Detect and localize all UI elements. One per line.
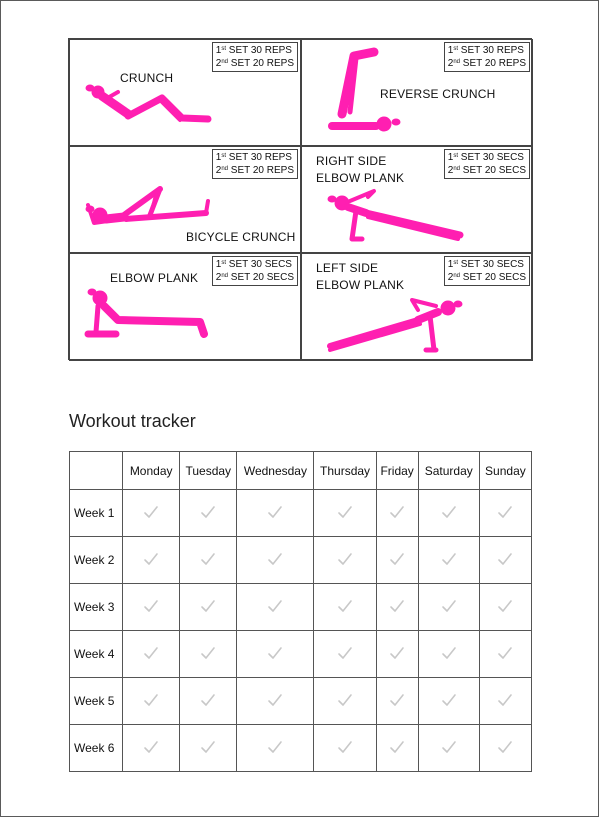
set-1: 1st SET 30 SECS: [215, 259, 292, 270]
set-1: 1st SET 30 REPS: [215, 152, 292, 163]
exercise-name: BICYCLE CRUNCH: [186, 230, 296, 244]
day-header: Friday: [376, 452, 418, 490]
day-check-cell[interactable]: [314, 490, 376, 537]
day-header: Saturday: [418, 452, 479, 490]
day-check-cell[interactable]: [237, 678, 314, 725]
week-row: [70, 631, 532, 678]
checkmark-icon: [441, 504, 457, 520]
day-check-cell[interactable]: [180, 678, 237, 725]
day-check-cell[interactable]: [237, 490, 314, 537]
exercise-name: LEFT SIDE ELBOW PLANK: [316, 261, 405, 292]
exercise-bicycle-crunch: [69, 146, 301, 253]
week-label: Week 2: [70, 537, 123, 584]
exercise-crunch: [69, 39, 301, 146]
week-label: Week 4: [70, 631, 123, 678]
checkmark-icon: [441, 551, 457, 567]
exercise-name: REVERSE CRUNCH: [380, 87, 496, 101]
set-1: 1st SET 30 SECS: [447, 259, 524, 270]
exercise-reverse-crunch: [301, 39, 533, 146]
day-check-cell[interactable]: [418, 537, 479, 584]
checkmark-icon: [200, 598, 216, 614]
week-label: Week 1: [70, 490, 123, 537]
sets-box: [444, 149, 530, 179]
day-check-cell[interactable]: [123, 725, 180, 772]
checkmark-icon: [200, 645, 216, 661]
checkmark-icon: [267, 692, 283, 708]
tracker-title: Workout tracker: [69, 411, 196, 431]
checkmark-icon: [143, 504, 159, 520]
checkmark-icon: [267, 504, 283, 520]
set-2: 2nd SET 20 REPS: [215, 165, 294, 176]
sets-box: [444, 256, 530, 286]
week-row: [70, 678, 532, 725]
checkmark-icon: [497, 551, 513, 567]
sets-box: [212, 256, 298, 286]
corner-cell: [70, 452, 123, 490]
checkmark-icon: [389, 692, 405, 708]
checkmark-icon: [143, 551, 159, 567]
day-check-cell[interactable]: [376, 631, 418, 678]
checkmark-icon: [389, 504, 405, 520]
day-check-cell[interactable]: [376, 725, 418, 772]
day-check-cell[interactable]: [123, 537, 180, 584]
checkmark-icon: [267, 739, 283, 755]
header-row: [70, 452, 532, 490]
set-2: 2nd SET 20 SECS: [447, 272, 526, 283]
day-check-cell[interactable]: [479, 537, 531, 584]
checkmark-icon: [337, 645, 353, 661]
checkmark-icon: [267, 551, 283, 567]
checkmark-icon: [441, 739, 457, 755]
set-1: 1st SET 30 REPS: [447, 45, 524, 56]
day-check-cell[interactable]: [123, 678, 180, 725]
day-check-cell[interactable]: [180, 584, 237, 631]
day-check-cell[interactable]: [123, 631, 180, 678]
checkmark-icon: [267, 645, 283, 661]
week-row: [70, 537, 532, 584]
day-check-cell[interactable]: [479, 584, 531, 631]
day-check-cell[interactable]: [479, 725, 531, 772]
checkmark-icon: [441, 645, 457, 661]
checkmark-icon: [200, 551, 216, 567]
day-check-cell[interactable]: [418, 725, 479, 772]
exercise-right-side-elbow-plank: [301, 146, 533, 253]
day-check-cell[interactable]: [376, 537, 418, 584]
checkmark-icon: [200, 504, 216, 520]
checkmark-icon: [389, 598, 405, 614]
checkmark-icon: [441, 598, 457, 614]
day-header: Monday: [123, 452, 180, 490]
day-header: Sunday: [479, 452, 531, 490]
day-check-cell[interactable]: [376, 490, 418, 537]
checkmark-icon: [441, 692, 457, 708]
checkmark-icon: [337, 504, 353, 520]
week-row: [70, 725, 532, 772]
day-check-cell[interactable]: [314, 631, 376, 678]
exercise-name: CRUNCH: [120, 71, 174, 85]
checkmark-icon: [337, 692, 353, 708]
checkmark-icon: [497, 739, 513, 755]
day-check-cell[interactable]: [479, 678, 531, 725]
checkmark-icon: [143, 739, 159, 755]
week-row: [70, 490, 532, 537]
day-check-cell[interactable]: [418, 584, 479, 631]
checkmark-icon: [337, 551, 353, 567]
day-check-cell[interactable]: [180, 631, 237, 678]
day-check-cell[interactable]: [237, 584, 314, 631]
checkmark-icon: [143, 692, 159, 708]
day-check-cell[interactable]: [314, 537, 376, 584]
exercise-name: RIGHT SIDE ELBOW PLANK: [316, 154, 405, 185]
day-check-cell[interactable]: [418, 490, 479, 537]
day-check-cell[interactable]: [376, 678, 418, 725]
day-check-cell[interactable]: [418, 631, 479, 678]
checkmark-icon: [389, 645, 405, 661]
set-2: 2nd SET 20 REPS: [215, 58, 294, 69]
exercise-left-side-elbow-plank: [301, 253, 533, 361]
checkmark-icon: [200, 692, 216, 708]
day-check-cell[interactable]: [479, 490, 531, 537]
checkmark-icon: [143, 645, 159, 661]
week-label: Week 5: [70, 678, 123, 725]
checkmark-icon: [337, 739, 353, 755]
day-check-cell[interactable]: [180, 725, 237, 772]
day-check-cell[interactable]: [479, 631, 531, 678]
day-check-cell[interactable]: [314, 678, 376, 725]
checkmark-icon: [143, 598, 159, 614]
exercise-elbow-plank: [69, 253, 301, 361]
day-check-cell[interactable]: [237, 631, 314, 678]
exercise-name: ELBOW PLANK: [110, 271, 199, 285]
set-1: 1st SET 30 SECS: [447, 152, 524, 163]
sets-box: [444, 42, 530, 72]
set-2: 2nd SET 20 SECS: [447, 165, 526, 176]
set-2: 2nd SET 20 SECS: [215, 272, 294, 283]
set-1: 1st SET 30 REPS: [215, 45, 292, 56]
day-check-cell[interactable]: [418, 678, 479, 725]
day-check-cell[interactable]: [314, 584, 376, 631]
checkmark-icon: [200, 739, 216, 755]
day-check-cell[interactable]: [180, 490, 237, 537]
day-check-cell[interactable]: [376, 584, 418, 631]
week-label: Week 3: [70, 584, 123, 631]
checkmark-icon: [497, 504, 513, 520]
day-check-cell[interactable]: [314, 725, 376, 772]
checkmark-icon: [267, 598, 283, 614]
checkmark-icon: [497, 645, 513, 661]
checkmark-icon: [389, 551, 405, 567]
day-check-cell[interactable]: [237, 537, 314, 584]
day-check-cell[interactable]: [180, 537, 237, 584]
workout-tracker-table: [69, 451, 532, 772]
sets-box: [212, 42, 298, 72]
tracker-body: [70, 490, 532, 772]
day-check-cell[interactable]: [123, 584, 180, 631]
week-label: Week 6: [70, 725, 123, 772]
checkmark-icon: [337, 598, 353, 614]
day-header: Tuesday: [180, 452, 237, 490]
checkmark-icon: [389, 739, 405, 755]
set-2: 2nd SET 20 REPS: [447, 58, 526, 69]
day-header: Thursday: [314, 452, 376, 490]
checkmark-icon: [497, 692, 513, 708]
sets-box: [212, 149, 298, 179]
day-header: Wednesday: [237, 452, 314, 490]
week-row: [70, 584, 532, 631]
exercise-grid: [68, 38, 532, 360]
checkmark-icon: [497, 598, 513, 614]
day-check-cell[interactable]: [123, 490, 180, 537]
day-check-cell[interactable]: [237, 725, 314, 772]
